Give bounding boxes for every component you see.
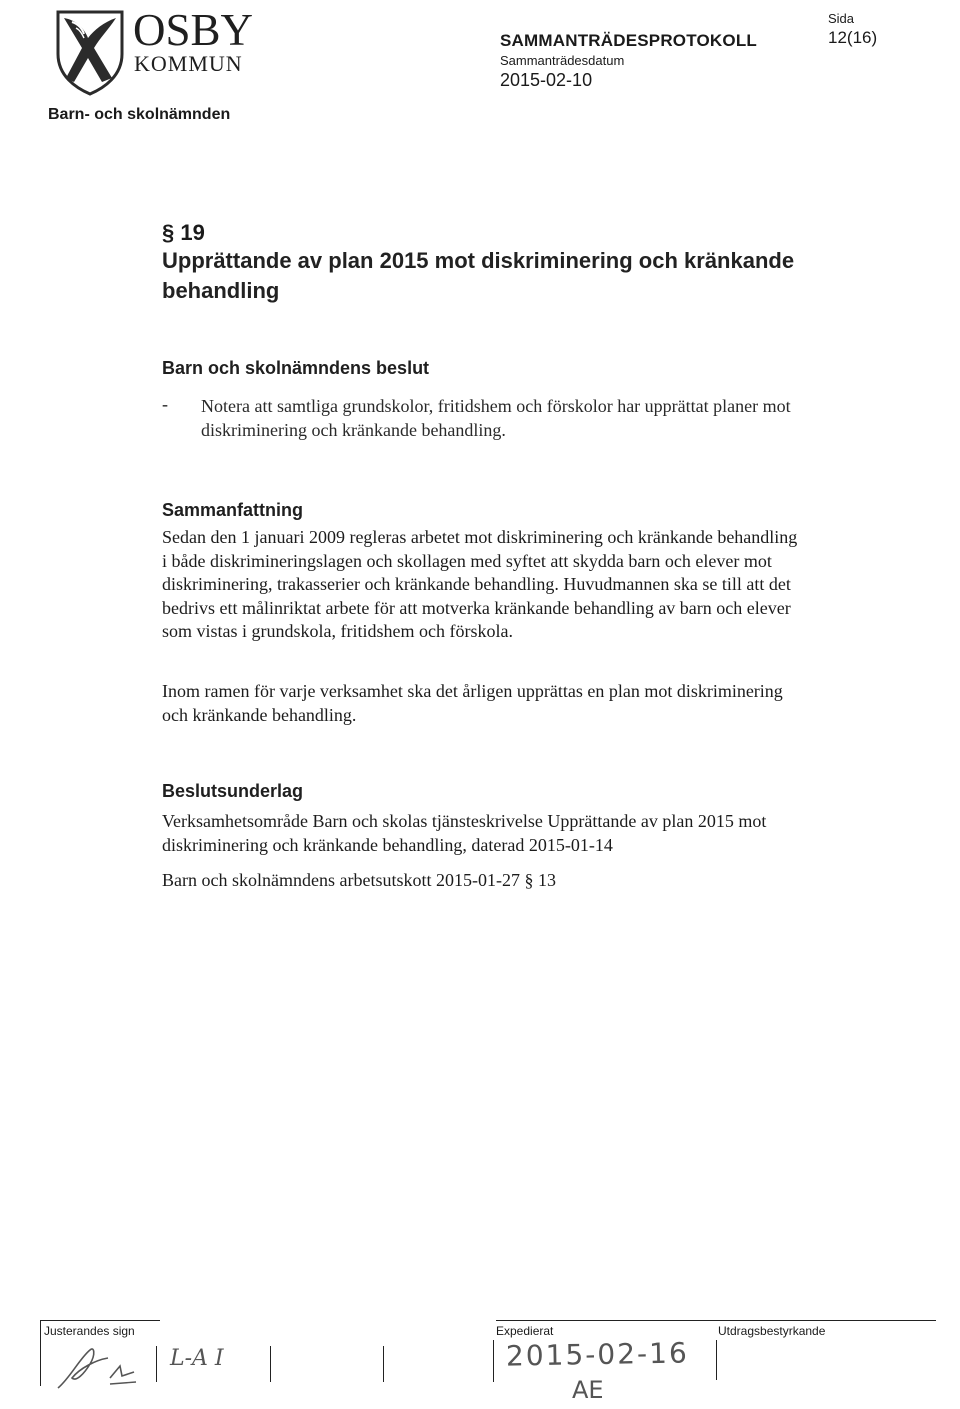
- summary-paragraph-2: Inom ramen för varje verksamhet ska det årligen upprättas en plan mot diskriminering och kränkande behandling.: [162, 681, 783, 725]
- osby-coat-of-arms-icon: [54, 8, 126, 96]
- handwritten-initials: AE: [572, 1376, 604, 1404]
- meeting-date-label: Sammanträdesdatum: [500, 53, 625, 68]
- page-number: 12(16): [828, 28, 878, 47]
- decision-heading: Barn och skolnämndens beslut: [162, 358, 430, 378]
- footer-rule-left: [40, 1320, 160, 1321]
- utdragsbestyrkande-label: Utdragsbestyrkande: [718, 1324, 826, 1338]
- basis-line-2: Barn och skolnämndens arbetsutskott 2015-01-27 § 13: [162, 870, 556, 890]
- expedierat-label: Expedierat: [496, 1324, 554, 1338]
- meeting-date: 2015-02-10: [500, 70, 593, 90]
- sign-divider: [270, 1346, 271, 1382]
- sign-divider: [156, 1346, 157, 1382]
- board-name: Barn- och skolnämnden: [48, 106, 231, 123]
- signature-initials: L-A I: [170, 1346, 224, 1371]
- document-type: SAMMANTRÄDESPROTOKOLL: [500, 31, 757, 50]
- footer-divider: [40, 1320, 41, 1386]
- sign-divider: [493, 1340, 494, 1382]
- decision-item: Notera att samtliga grundskolor, fritidshem och förskolor har upprättat planer mot diskriminering och kränkande behandling.: [201, 396, 791, 440]
- sign-divider: [383, 1346, 384, 1382]
- handwritten-date: 2015-02-16: [505, 1336, 690, 1373]
- brand-name: OSBY: [133, 5, 254, 55]
- basis-heading: Beslutsunderlag: [162, 781, 304, 801]
- section-number: § 19: [162, 220, 205, 245]
- section-title: Upprättande av plan 2015 mot diskriminering och kränkande behandling: [162, 248, 795, 303]
- page-label: Sida: [828, 11, 855, 26]
- summary-paragraph-1: Sedan den 1 januari 2009 regleras arbetet mot diskriminering och kränkande behandling i både diskrimineringslagen och skollagen med syftet att skydda barn och elever mot diskriminering, trakasserier och kränkande behandling. Huvudmannen ska se till att det bedrivs ett målinriktat arbete för att motverka kränkande behandling av barn och elever som vistas i grundskola, fritidshem och förskola.: [162, 527, 798, 642]
- sign-divider: [716, 1340, 717, 1380]
- signature: [50, 1338, 150, 1403]
- justerandes-sign-label: Justerandes sign: [44, 1324, 135, 1338]
- basis-line-1: Verksamhetsområde Barn och skolas tjänsteskrivelse Upprättande av plan 2015 mot diskriminering och kränkande behandling, daterad 2015-01-14: [162, 811, 767, 855]
- bullet-dash: -: [162, 394, 168, 414]
- brand-subtitle: KOMMUN: [134, 51, 243, 76]
- summary-heading: Sammanfattning: [162, 500, 304, 520]
- footer-rule-right: [496, 1320, 936, 1321]
